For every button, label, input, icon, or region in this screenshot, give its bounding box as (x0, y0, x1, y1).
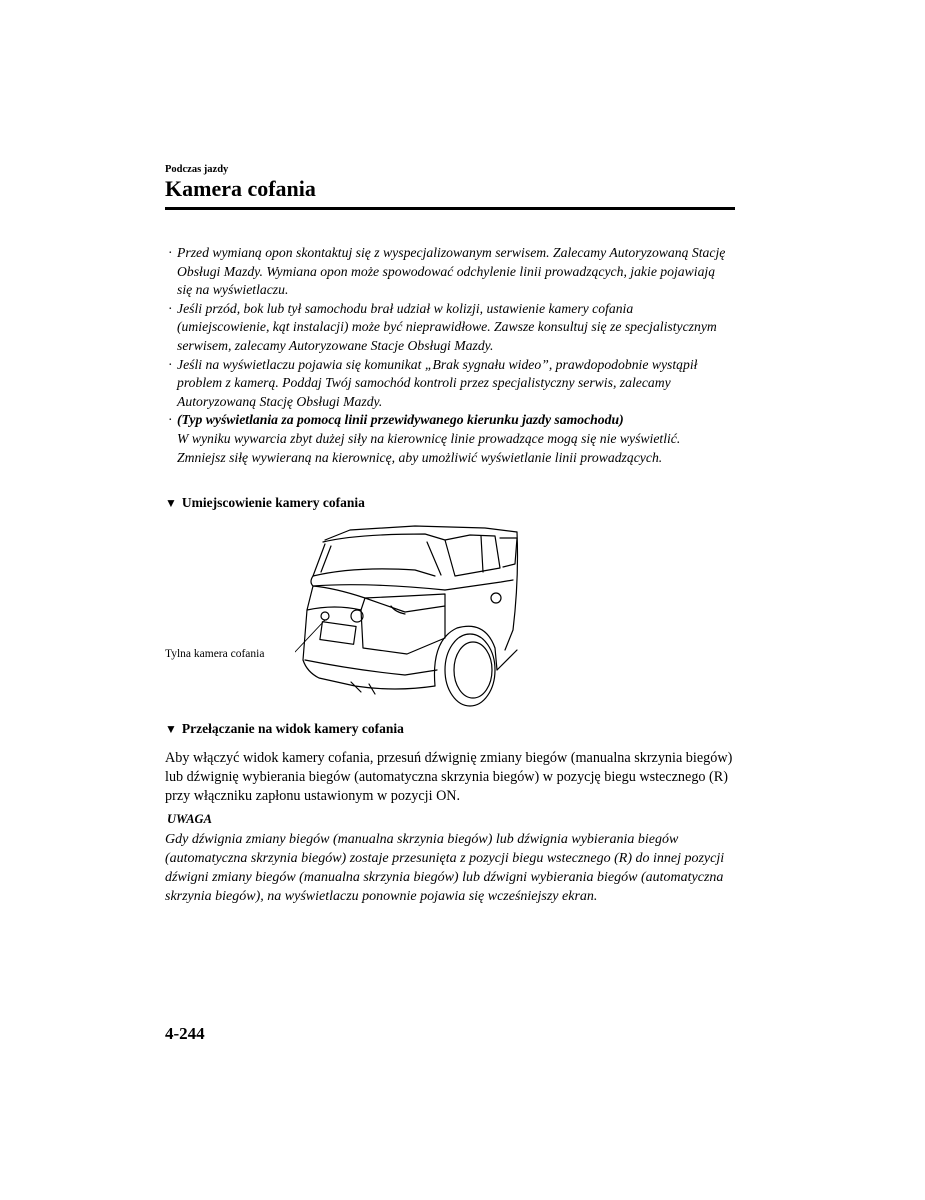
car-rear-illustration (295, 520, 535, 710)
bullet-text: Jeśli na wyświetlaczu pojawia się komunikat „Brak sygnału wideo”, prawdopodobnie wystąpił problem z kamerą. Poddaj Twój samochód kontroli przez specjalistyczny serwis, zalecamy Autoryzowaną Stację Obsługi Mazdy. (177, 356, 698, 409)
rear-camera-figure (165, 520, 535, 710)
bullet-text: W wyniku wywarcia zbyt dużej siły na kierownicę linie prowadzące mogą się nie wyświetlić. Zmniejsz siłę wywieraną na kierownicę, aby umożliwić wyświetlanie linii prowadzących. (177, 430, 681, 465)
triangle-down-icon: ▼ (165, 722, 177, 736)
list-item (168, 356, 728, 412)
bullet-dot: · (168, 245, 173, 260)
body-paragraph: Aby włączyć widok kamery cofania, przesuń dźwignię zmiany biegów (manualna skrzynia biegów) lub dźwignię wybierania biegów (automatyczna skrzynia biegów) w pozycję biegu wstecznego (R) przy włączniku zapłonu ustawionym w pozycji ON. (165, 750, 733, 804)
bullet-heading: (Typ wyświetlania za pomocą linii przewidywanego kierunku jazdy samochodu) (177, 412, 624, 428)
caution-list (168, 244, 728, 467)
note-title: UWAGA (167, 812, 212, 826)
title-rule (165, 207, 735, 210)
list-item (168, 411, 728, 467)
bullet-dot: · (168, 412, 173, 428)
subheading-camera-location (165, 495, 365, 511)
list-item (168, 244, 728, 300)
page-title: Kamera cofania (165, 176, 316, 201)
bullet-dot: · (168, 300, 173, 316)
section-label: Podczas jazdy (165, 164, 229, 175)
list-item (168, 300, 728, 356)
subheading-text: Umiejscowienie kamery cofania (181, 495, 365, 510)
figure-callout-label: Tylna kamera cofania (165, 648, 265, 660)
bullet-dot: · (168, 356, 173, 372)
bullet-text: Przed wymianą opon skontaktuj się z wyspecjalizowanym serwisem. Zalecamy Autoryzowaną Stację Obsługi Mazdy. Wymiana opon może spowodować odchylenie linii prowadzących, jakie pojawiają się na wyświetlaczu. (177, 245, 726, 298)
subheading-text: Przełączanie na widok kamery cofania (181, 721, 404, 736)
page-number: 4-244 (165, 1024, 205, 1043)
note-text: Gdy dźwignia zmiany biegów (manualna skrzynia biegów) lub dźwignia wybierania biegów (automatyczna skrzynia biegów) zostaje przesunięta z pozycji biegu wstecznego (R) do innej pozycji dźwigni zmiany biegów (manualna skrzynia biegów) lub dźwigni wybierania biegów (automatyczna skrzynia biegów), na wyświetlaczu ponownie pojawia się wcześniejszy ekran. (165, 832, 725, 904)
subheading-camera-view (165, 721, 404, 737)
triangle-down-icon: ▼ (165, 496, 177, 510)
bullet-text: Jeśli przód, bok lub tył samochodu brał udział w kolizji, ustawienie kamery cofania (umiejscowienie, kąt instalacji) może być nieprawidłowe. Zawsze konsultuj się ze specjalistycznym serwisem, zalecamy Autoryzowane Stacje Obsługi Mazdy. (177, 300, 717, 353)
